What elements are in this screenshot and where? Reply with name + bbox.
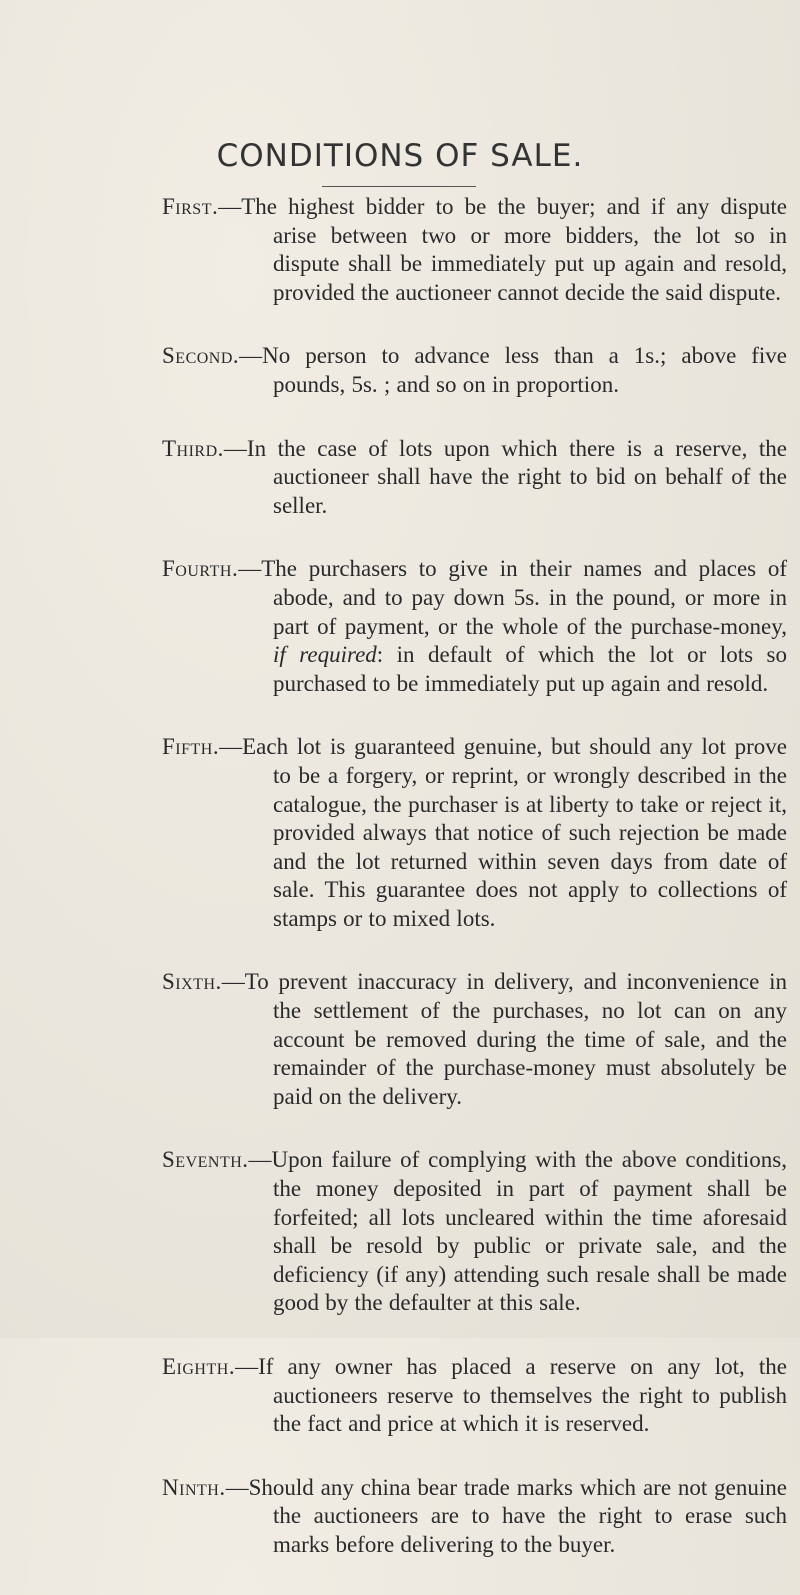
clause-first [162, 193, 787, 307]
clause-text: —Should any china bear trade marks which are not genuine the auctioneers are to have the right to erase such marks before delivering to the buyer. [225, 1474, 787, 1557]
clause-text: —Each lot is guaranteed genuine, but should any lot prove to be a forgery, or reprint, or wrongly described in the catalogue, the purchaser is at liberty to take or reject it, provided always that notice of such rejection be made and the lot returned within seven days from date of sale. This guarantee does not apply to collections of stamps or to mixed lots. [219, 734, 787, 931]
clause-text: —If any owner has placed a reserve on any lot, the auctioneers reserve to themselves the right to publish the fact and price at which it is reserved. [235, 1354, 787, 1437]
clause-eighth [162, 1353, 787, 1439]
clause-third [162, 435, 787, 521]
clause-sixth [162, 968, 787, 1111]
clause-lead: Sixth. [162, 969, 222, 995]
clause-lead: First. [162, 194, 219, 219]
conditions-list [162, 193, 787, 1595]
clause-fourth [162, 555, 787, 698]
clause-lead: Third. [162, 435, 224, 461]
clause-seventh [162, 1146, 787, 1318]
page-title: CONDITIONS OF SALE. [216, 138, 584, 174]
clause-lead: Eighth. [162, 1354, 236, 1379]
clause-text: —To prevent inaccuracy in delivery, and inconvenience in the settlement of the purchases, no lot can on any account be removed during the time of sale, and the remainder of the purchase-money must absolutely be paid on the delivery. [221, 969, 787, 1109]
clause-lead: Seventh. [162, 1147, 249, 1173]
clause-second [162, 342, 787, 399]
clause-text: —The highest bidder to be the buyer; and if any dispute arise between two or more bidders, the lot so in dispute shall be immediately put up again and resold, provided the auctioneer cannot decide the said dispute. [218, 194, 787, 305]
clause-text: —No person to advance less than a 1s.; above five pounds, 5s. ; and so on in proportion. [239, 343, 787, 397]
clause-ninth [162, 1474, 787, 1560]
clause-lead: Second. [162, 343, 240, 369]
clause-text: —In the case of lots upon which there is a reserve, the auctioneer shall have the right to bid on behalf of the seller. [223, 435, 787, 518]
clause-text: —Upon failure of complying with the above conditions, the money deposited in part of payment shall be forfeited; all lots uncleared within the time aforesaid shall be resold by public or private sale, and the deficiency (if any) attending such resale shall be made good by the defaulter at this sale. [248, 1147, 787, 1316]
clause-lead: Fifth. [162, 734, 220, 760]
title-rule [322, 186, 476, 187]
clause-text: —The purchasers to give in their names and places of abode, and to pay down 5s. in the pound, or more in part of payment, or the whole of the purchase-money, [238, 556, 787, 639]
clause-lead: Ninth. [162, 1474, 226, 1500]
clause-lead: Fourth. [162, 556, 239, 582]
clause-fifth [162, 733, 787, 933]
clause-text: : in default of which the lot or lots so purchased to be immediately put up again and resold. [273, 642, 787, 696]
clause-emphasis: if required [273, 642, 377, 668]
